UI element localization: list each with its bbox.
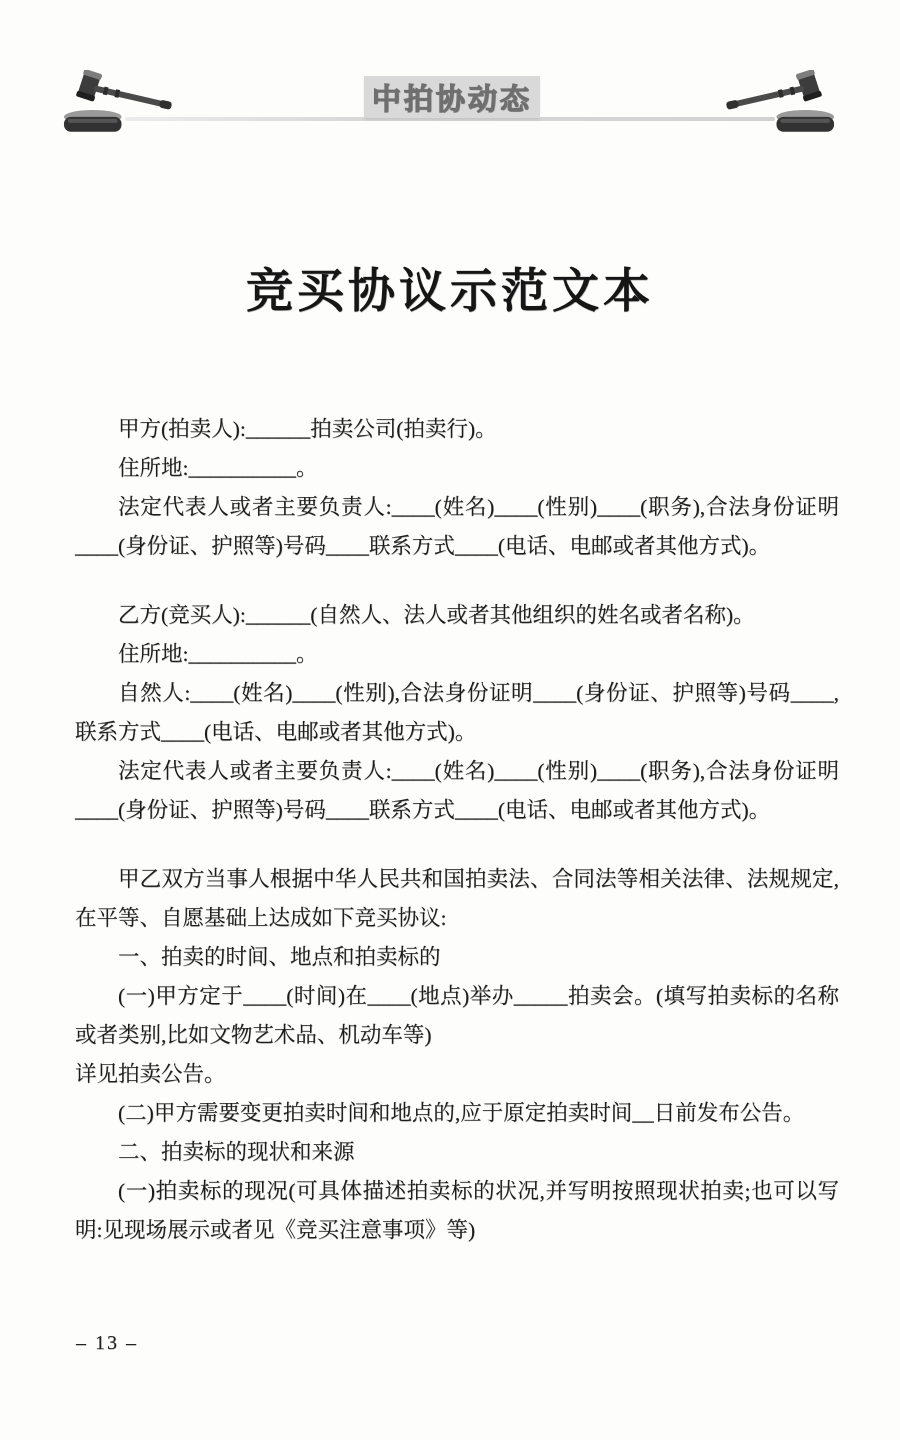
para-party-b: 乙方(竞买人):______(自然人、法人或者其他组织的姓名或者名称)。: [118, 603, 755, 627]
para-section-1-item-2: (二)甲方需要变更拍卖时间和地点的,应于原定拍卖时间__日前发布公告。: [118, 1101, 805, 1125]
para-party-a-legal-rep: 法定代表人或者主要负责人:____(姓名)____(性别)____(职务),合法身份证明____(身份证、护照等)号码____联系方式____(电话、电邮或者其他方式)。: [75, 495, 839, 558]
para-section-1-item-1: (一)甲方定于____(时间)在____(地点)举办_____拍卖会。(填写拍卖标的名称或者类别,比如文物艺术品、机动车等): [75, 984, 839, 1047]
header-banner-label: 中拍协动态: [371, 83, 532, 116]
header-banner: [364, 76, 540, 118]
para-section-1-heading: 一、拍卖的时间、地点和拍卖标的: [118, 945, 441, 969]
gavel-icon: [60, 70, 184, 136]
para-party-a: 甲方(拍卖人):______拍卖公司(拍卖行)。: [118, 417, 497, 441]
para-party-b-address: 住所地:__________。: [118, 642, 318, 666]
para-party-a-address: 住所地:__________。: [118, 456, 318, 480]
para-preamble: 甲乙双方当事人根据中华人民共和国拍卖法、合同法等相关法律、法规规定,在平等、自愿基础上达成如下竞买协议:: [75, 867, 839, 930]
para-section-2-heading: 二、拍卖标的现状和来源: [118, 1140, 355, 1164]
document-title: 竞买协议示范文本: [246, 266, 654, 318]
document-body: [75, 410, 839, 1250]
para-party-b-legal-rep: 法定代表人或者主要负责人:____(姓名)____(性别)____(职务),合法身份证明____(身份证、护照等)号码____联系方式____(电话、电邮或者其他方式)。: [75, 759, 839, 822]
gavel-icon: [714, 70, 838, 136]
para-party-b-natural-person: 自然人:____(姓名)____(性别),合法身份证明____(身份证、护照等)号码____,联系方式____(电话、电邮或者其他方式)。: [75, 681, 839, 744]
page-header: [0, 0, 900, 150]
para-see-announcement: 详见拍卖公告。: [75, 1062, 226, 1086]
page-number: – 13 –: [76, 1332, 138, 1354]
para-section-2-item-1: (一)拍卖标的现况(可具体描述拍卖标的状况,并写明按照现状拍卖;也可以写明:见现场展示或者见《竞买注意事项》等): [75, 1179, 839, 1242]
